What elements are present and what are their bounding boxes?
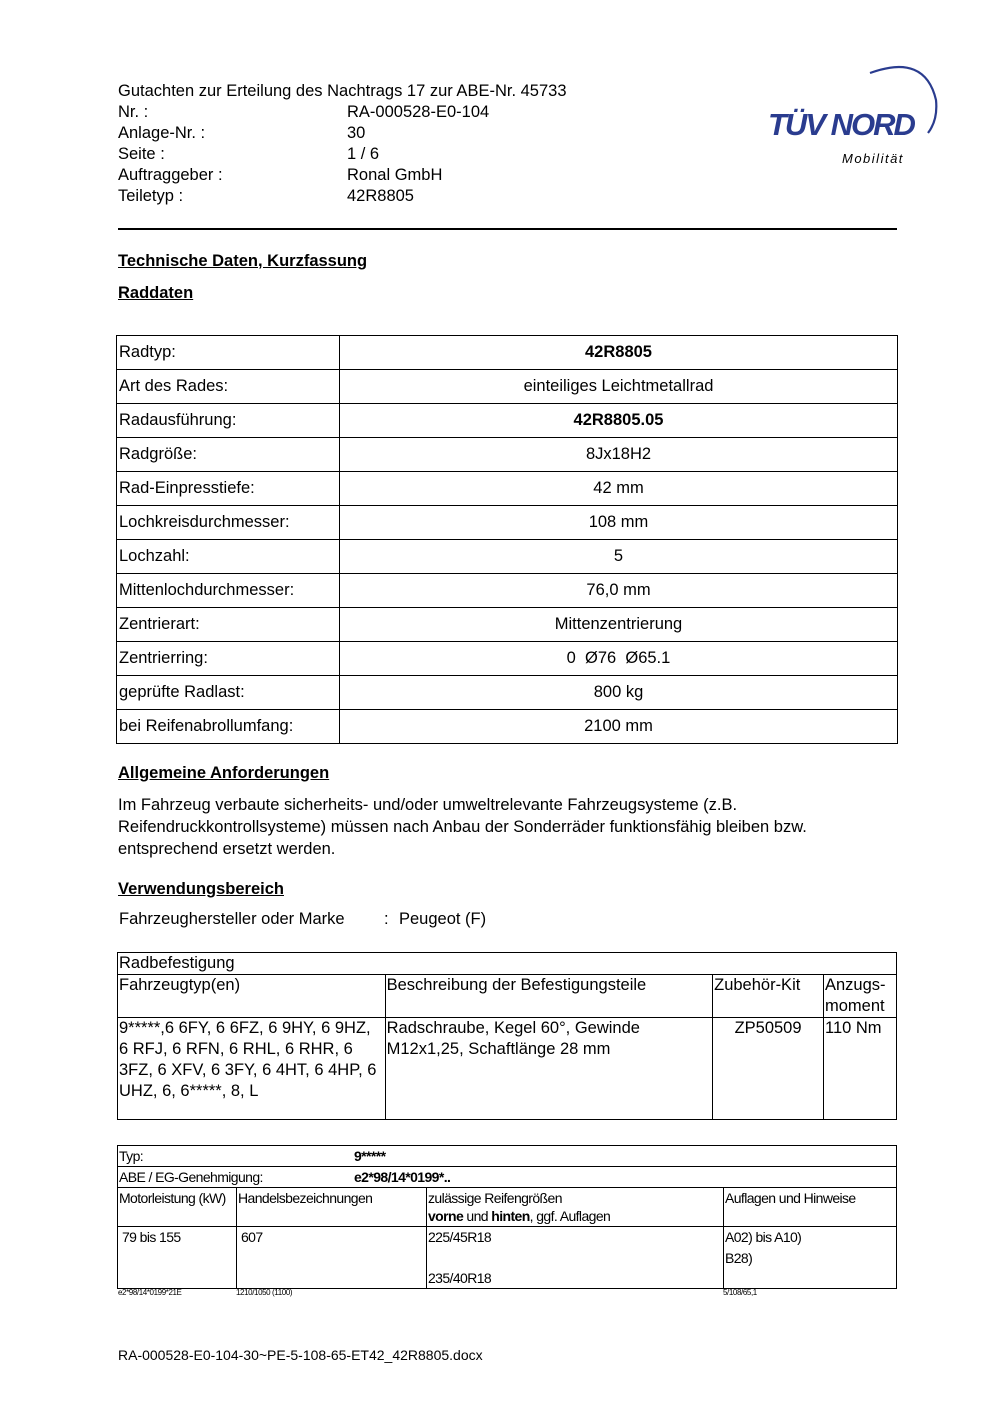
reifen-2: 235/40R18: [428, 1270, 492, 1286]
nr-label: Nr. :: [118, 103, 149, 121]
table-row: [118, 953, 897, 975]
anlage-value: 30: [347, 124, 366, 142]
row-label: Lochkreisdurchmesser:: [117, 506, 340, 540]
row-label: Zentrierart:: [117, 608, 340, 642]
reifen-header-line1: zulässige Reifengrößen: [428, 1190, 562, 1206]
heading-allgemeine: Allgemeine Anforderungen: [118, 764, 330, 782]
table-row: [117, 642, 898, 676]
row-label: Rad-Einpresstiefe:: [117, 472, 340, 506]
table-row: [117, 472, 898, 506]
teiletyp-value: 42R8805: [347, 187, 414, 205]
auftraggeber-label: Auftraggeber :: [118, 166, 223, 184]
cell-zubehoer-kit: ZP50509: [713, 1018, 824, 1120]
row-label: Zentrierring:: [117, 642, 340, 676]
table-row: [117, 608, 898, 642]
col-header-fahrzeugtyp: Fahrzeugtyp(en): [118, 975, 386, 1018]
hersteller-value: Peugeot (F): [399, 910, 487, 928]
footer-filename: RA-000528-E0-104-30~PE-5-108-65-ET42_42R8805.docx: [118, 1347, 483, 1363]
reifen-1: 225/45R18: [428, 1229, 492, 1245]
nr-value: RA-000528-E0-104: [347, 103, 490, 121]
row-value: 5: [340, 540, 898, 574]
row-label: bei Reifenabrollumfang:: [117, 710, 340, 744]
table-row: [117, 404, 898, 438]
row-label: Radausführung:: [117, 404, 340, 438]
abe-value: e2*98/14*0199*..: [354, 1169, 451, 1185]
anlage-label: Anlage-Nr. :: [118, 124, 206, 142]
typ-value: 9*****: [354, 1148, 386, 1164]
teiletyp-label: Teiletyp :: [118, 187, 184, 205]
col-header-auflagen: Auflagen und Hinweise: [724, 1188, 897, 1227]
row-value: 42 mm: [340, 472, 898, 506]
logo-sub: Mobilität: [842, 151, 904, 166]
row-label: Mittenlochdurchmesser:: [117, 574, 340, 608]
row-value: 8Jx18H2: [340, 438, 898, 472]
row-value: 42R8805: [340, 336, 898, 370]
reifen-header-line2: [428, 1207, 722, 1225]
auflage-2: B28): [725, 1250, 753, 1266]
cell-handel: 607: [237, 1227, 427, 1289]
abe-label: ABE / EG-Genehmigung:: [119, 1169, 263, 1185]
row-value: 76,0 mm: [340, 574, 898, 608]
col-header-reifen: [427, 1188, 724, 1227]
tuev-nord-logo: [760, 55, 945, 175]
row-label: Lochzahl:: [117, 540, 340, 574]
befestigung-title: Radbefestigung: [118, 953, 897, 975]
table-row: [117, 676, 898, 710]
seite-label: Seite :: [118, 145, 165, 163]
cell-reifen: [427, 1227, 724, 1289]
typ-row: [118, 1146, 897, 1167]
heading-verwendung: Verwendungsbereich: [118, 880, 284, 898]
auflage-1: A02) bis A10): [725, 1229, 802, 1245]
table-row: [117, 710, 898, 744]
header-divider: [118, 228, 897, 230]
table-row: [117, 574, 898, 608]
radbefestigung-table: [117, 952, 897, 1120]
cell-motor: 79 bis 155: [118, 1227, 237, 1289]
table-row: [118, 1146, 897, 1167]
row-value: 0 Ø76 Ø65.1: [340, 642, 898, 676]
hersteller-label: Fahrzeughersteller oder Marke: [119, 910, 345, 928]
row-value: 2100 mm: [340, 710, 898, 744]
typ-table: [117, 1145, 897, 1289]
col-header-beschreibung: Beschreibung der Befestigungsteile: [385, 975, 712, 1018]
heading-raddaten: Raddaten: [118, 284, 194, 302]
abe-row: [118, 1167, 897, 1188]
logo-brand: TÜV NORD: [768, 107, 914, 142]
table-row: [118, 1167, 897, 1188]
col-header-handel: Handelsbezeichnungen: [237, 1188, 427, 1227]
table-row: [118, 975, 897, 1018]
table-row: [117, 540, 898, 574]
hersteller-sep: :: [384, 910, 389, 928]
table-row: [117, 336, 898, 370]
table-row: [117, 438, 898, 472]
footnote-masse: 1210/1050 (1100): [236, 1288, 293, 1297]
cell-anzugsmoment: 110 Nm: [824, 1018, 897, 1120]
heading-technische-daten: Technische Daten, Kurzfassung: [118, 252, 368, 270]
cell-fahrzeugtypen: 9*****,6 6FY, 6 6FZ, 6 9HY, 6 9HZ, 6 RFJ, 6 RFN, 6 RHL, 6 RHR, 6 3FZ, 6 XFV, 6 3FY, 6 4HT, 6 4HP, 6 UHZ, 6, 6*****, 8, L: [118, 1018, 386, 1120]
table-row: [117, 506, 898, 540]
row-value: 800 kg: [340, 676, 898, 710]
reifen-auflagen: , ggf. Auflagen: [529, 1208, 611, 1224]
seite-value: 1 / 6: [347, 145, 380, 163]
row-value: 108 mm: [340, 506, 898, 540]
row-label: Art des Rades:: [117, 370, 340, 404]
auftraggeber-value: Ronal GmbH: [347, 166, 443, 184]
table-row: [118, 1018, 897, 1120]
row-value: Mittenzentrierung: [340, 608, 898, 642]
col-header-motor: Motorleistung (kW): [118, 1188, 237, 1227]
footnote-lochkreis: 5/108/65,1: [723, 1288, 757, 1297]
allgemeine-text: Im Fahrzeug verbaute sicherheits- und/oder umweltrelevante Fahrzeugsysteme (z.B. Reifendruckkontrollsysteme) müssen nach Anbau der Sonderräder funktionsfähig bleiben bzw. entsprechend ersetzt werden.: [118, 796, 807, 858]
cell-auflagen: [724, 1227, 897, 1289]
table-row: [117, 370, 898, 404]
reifen-hinten: hinten: [491, 1208, 530, 1224]
footnote-abe: e2*98/14*0199*21E: [118, 1288, 182, 1297]
row-value: einteiliges Leichtmetallrad: [340, 370, 898, 404]
table-row: [118, 1227, 897, 1289]
reifen-und: und: [463, 1208, 492, 1224]
cell-beschreibung: Radschraube, Kegel 60°, Gewinde M12x1,25, Schaftlänge 28 mm: [385, 1018, 712, 1120]
row-label: geprüfte Radlast:: [117, 676, 340, 710]
table-row: [118, 1188, 897, 1227]
row-label: Radtyp:: [117, 336, 340, 370]
col-header-zubehoer: Zubehör-Kit: [713, 975, 824, 1018]
reifen-vorne: vorne: [428, 1208, 464, 1224]
report-title: Gutachten zur Erteilung des Nachtrags 17 zur ABE-Nr. 45733: [118, 82, 567, 100]
row-value: 42R8805.05: [340, 404, 898, 438]
typ-label: Typ:: [119, 1148, 144, 1164]
col-header-anzugsmoment: Anzugs-moment: [824, 975, 897, 1018]
row-label: Radgröße:: [117, 438, 340, 472]
raddaten-table: [116, 335, 898, 744]
